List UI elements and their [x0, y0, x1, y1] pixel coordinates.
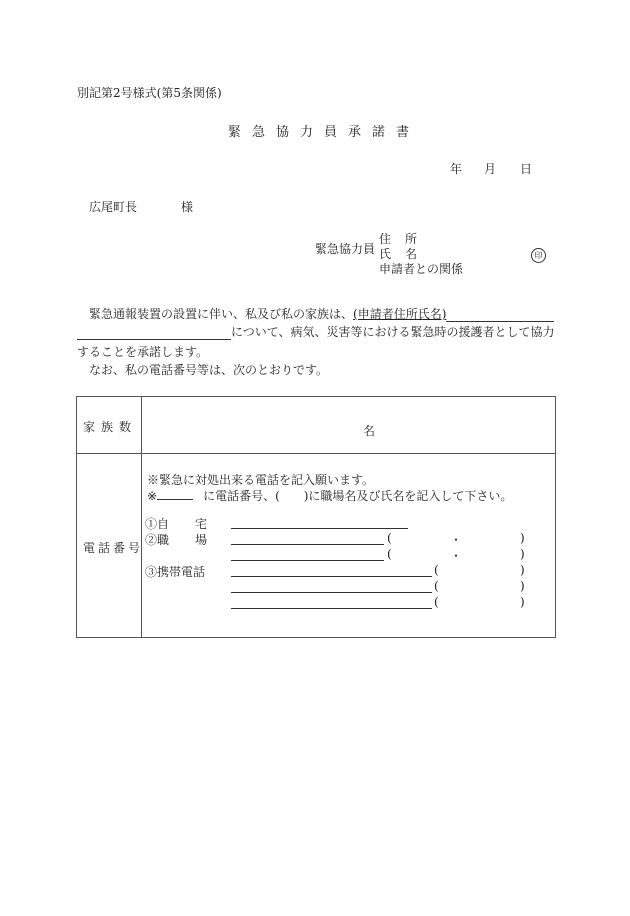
addressee-name: 広尾町長	[89, 200, 138, 214]
family-count-label: 家族数	[83, 420, 138, 434]
phone-note-1: ※緊急に対処出来る電話を記入願います。	[147, 473, 375, 487]
applicant-name-line-2[interactable]	[77, 327, 231, 340]
work-phone-field-1[interactable]	[231, 544, 384, 545]
row-divider	[77, 453, 555, 454]
phone-note-2: ※ に電話番号、( )に職場名及び氏名を記入して下さい。	[147, 489, 513, 503]
mobile-phone-field-1[interactable]	[231, 576, 432, 577]
form-reference: 別記第2号様式(第5条関係)	[77, 86, 222, 100]
addressee	[89, 198, 193, 215]
body-paragraph-3: することを承諾します。	[77, 345, 209, 359]
body-paragraph-4: なお、私の電話番号等は、次のとおりです。	[89, 363, 329, 377]
phone-number-label: 電話番号	[83, 541, 144, 555]
date-day: 日	[520, 162, 533, 176]
note-blank	[157, 488, 193, 500]
addressee-honorific: 様	[181, 200, 194, 214]
mobile-phone-field-3[interactable]	[231, 608, 432, 609]
applicant-label: 緊急協力員	[315, 242, 376, 256]
applicant-fields	[379, 232, 463, 277]
body-paragraph-2: について、病気、災害等における緊急時の援護者として協力	[77, 323, 555, 340]
home-phone-label: ①自 宅	[145, 517, 208, 531]
applicant-name-line[interactable]	[446, 309, 554, 322]
home-phone-field[interactable]	[231, 528, 408, 529]
column-divider	[141, 397, 142, 637]
mobile-phone-field-2[interactable]	[231, 592, 432, 593]
field-relationship[interactable]: 申請者との関係	[379, 262, 464, 276]
field-name[interactable]: 氏 名	[379, 247, 418, 261]
document-title: 緊急協力員承諾書	[228, 125, 421, 140]
mobile-phone-label: ③携帯電話	[145, 565, 206, 579]
body-paragraph-1: 緊急通報装置の設置に伴い、私及び私の家族は、(申請者住所氏名)	[77, 305, 554, 322]
family-count-unit: 名	[363, 424, 376, 438]
date-line	[450, 160, 532, 177]
work-phone-label: ②職 場	[145, 533, 208, 547]
date-month: 月	[484, 162, 497, 176]
seal-icon: 印	[531, 248, 546, 263]
work-phone-field-2[interactable]	[231, 560, 384, 561]
info-table: 家族数 名 電話番号 ※緊急に対処出来る電話を記入願います。 ※ に電話番号、( )に職場名及び氏名を記入して下さい。 ①自 宅 ②職 場 ( ・ ) ( ・ ) ③携帯電話 ( ) ( ) ( )	[76, 396, 556, 638]
field-address[interactable]: 住 所	[379, 232, 418, 246]
date-year: 年	[450, 162, 463, 176]
applicant-name-field[interactable]: (申請者住所氏名)	[353, 307, 447, 321]
